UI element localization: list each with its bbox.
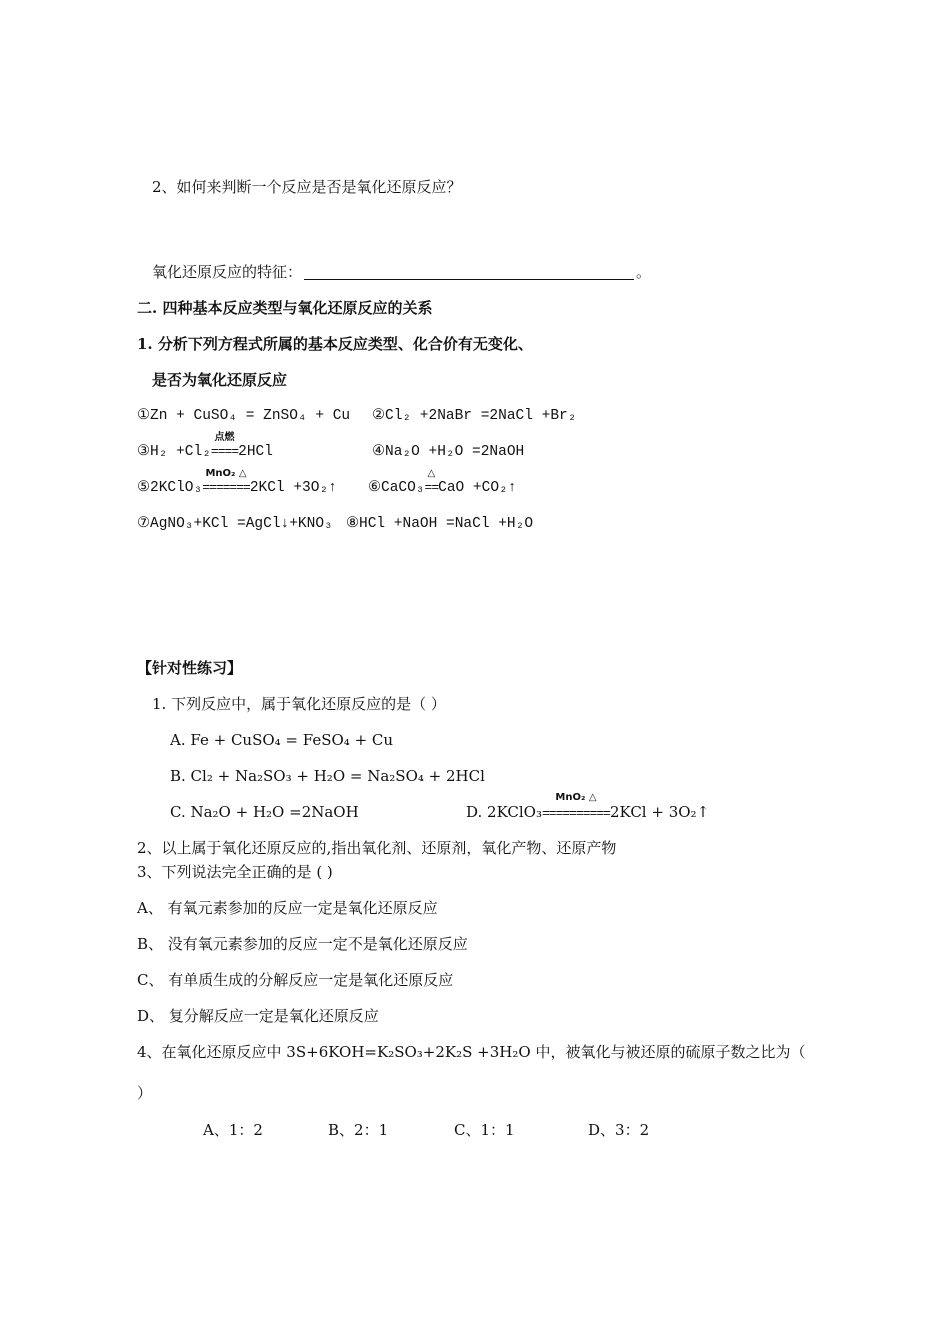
practice-4-paren-close: ） xyxy=(137,1084,153,1102)
practice-1-option-b: B. Cl₂ + Na₂SO₃ + H₂O = Na₂SO₄ + 2HCl xyxy=(170,767,485,785)
practice-4-question: 4、在氧化还原反应中 3S+6KOH=K₂SO₃+2K₂S +3H₂O 中，被氧化与被还原的硫原子数之比为（ xyxy=(137,1043,806,1061)
option-d-reactants: D. 2KClO₃ xyxy=(466,803,542,821)
practice-4-option-a: A、1：2 xyxy=(203,1121,263,1139)
equation-3-condition: 点燃 xyxy=(214,432,235,443)
practice-1-option-a: A. Fe + CuSO₄ = FeSO₄ + Cu xyxy=(170,731,394,749)
practice-3-option-c: C、 有单质生成的分解反应一定是氧化还原反应 xyxy=(137,971,454,989)
practice-1-question: 1. 下列反应中，属于氧化还原反应的是（ ） xyxy=(152,695,446,713)
section-2-title: 二. 四种基本反应类型与氧化还原反应的关系 xyxy=(137,299,433,317)
option-d-products: 2KCl + 3O₂↑ xyxy=(609,803,710,821)
equation-3-arrow: 点燃 ==== xyxy=(210,432,239,459)
equation-6-arrow: △ == xyxy=(424,468,439,495)
practice-4-option-b: B、2：1 xyxy=(328,1121,389,1139)
practice-3-option-d: D、 复分解反应一定是氧化还原反应 xyxy=(137,1007,379,1025)
equation-3-reactants: ③H₂ +Cl₂ xyxy=(137,444,211,460)
equation-6-products: CaO +CO₂↑ xyxy=(438,480,517,496)
practice-1-option-c: C. Na₂O + H₂O =2NaOH xyxy=(170,803,359,821)
equation-6 xyxy=(368,468,517,498)
equation-5-condition: MnO₂ △ xyxy=(205,468,247,479)
redox-feature-line xyxy=(152,262,651,282)
equation-3 xyxy=(137,432,273,462)
option-d-arrow: MnO₂ △ ========== xyxy=(541,792,610,821)
equation-5-products: 2KCl +3O₂↑ xyxy=(249,480,337,496)
equation-5-arrow: MnO₂ △ ======= xyxy=(202,468,250,495)
equation-6-reactants: ⑥CaCO₃ xyxy=(368,480,425,496)
option-d-condition: MnO₂ △ xyxy=(555,792,597,803)
question-2-heading: 2、如何来判断一个反应是否是氧化还原反应？ xyxy=(152,178,462,196)
practice-4-option-d: D、3：2 xyxy=(588,1121,650,1139)
equation-7: ⑦AgNO₃+KCl =AgCl↓+KNO₃ xyxy=(137,516,333,532)
practice-3-option-b: B、 没有氧元素参加的反应一定不是氧化还原反应 xyxy=(137,935,468,953)
practice-3-question: 3、下列说法完全正确的是 ( ) xyxy=(137,863,333,881)
feature-end: 。 xyxy=(636,263,652,281)
item-1-line-1: 1. 分析下列方程式所属的基本反应类型、化合价有无变化、 xyxy=(137,335,533,353)
equation-2: ②Cl₂ +2NaBr =2NaCl +Br₂ xyxy=(372,408,577,424)
equation-1: ①Zn + CuSO₄ = ZnSO₄ + Cu xyxy=(137,408,351,424)
practice-3-option-a: A、 有氧元素参加的反应一定是氧化还原反应 xyxy=(137,899,438,917)
practice-title: 【针对性练习】 xyxy=(137,659,243,677)
practice-4-option-c: C、1：1 xyxy=(454,1121,515,1139)
equation-8: ⑧HCl +NaOH =NaCl +H₂O xyxy=(346,516,534,532)
practice-1-option-d xyxy=(466,792,710,824)
equation-4: ④Na₂O +H₂O =2NaOH xyxy=(372,444,525,460)
equation-5-reactants: ⑤2KClO₃ xyxy=(137,480,203,496)
equation-6-condition: △ xyxy=(427,468,436,479)
feature-label: 氧化还原反应的特征： xyxy=(152,263,303,281)
practice-2-question: 2、以上属于氧化还原反应的,指出氧化剂、还原剂，氧化产物、还原产物 xyxy=(137,839,617,857)
equation-3-products: 2HCl xyxy=(238,444,273,460)
feature-answer-blank[interactable] xyxy=(304,263,634,280)
equation-5 xyxy=(137,468,337,498)
item-1-line-2: 是否为氧化还原反应 xyxy=(152,371,288,389)
